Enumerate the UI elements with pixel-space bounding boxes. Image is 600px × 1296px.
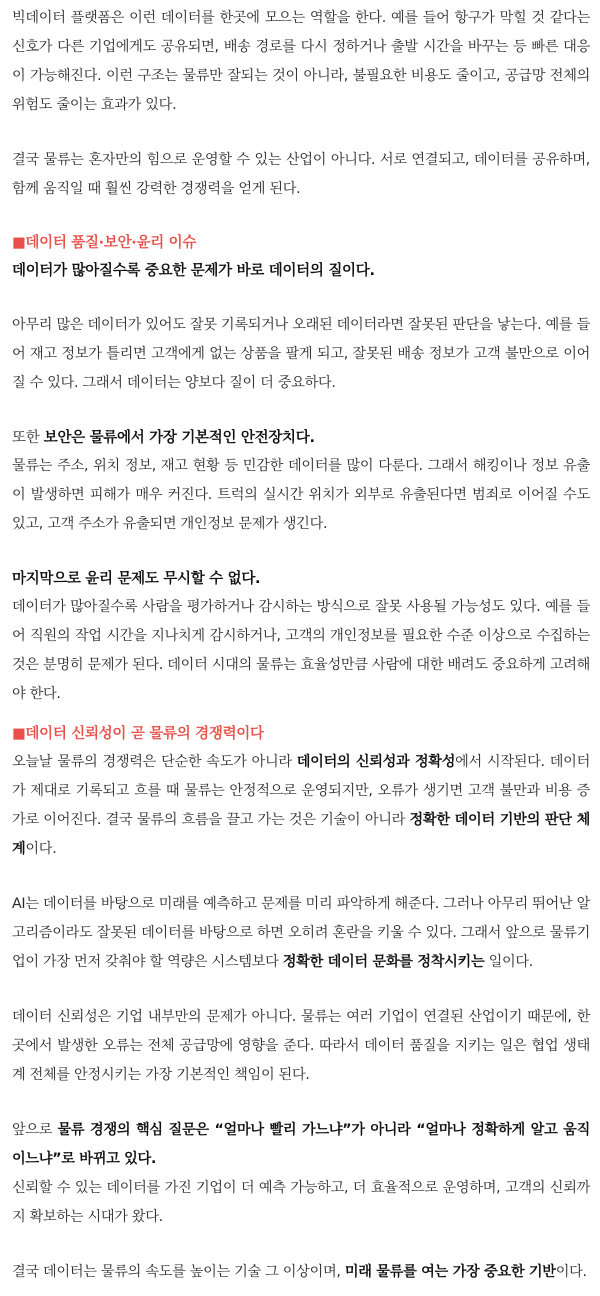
intro-paragraph-1: 빅데이터 플랫폼은 이런 데이터를 한곳에 모으는 역할을 한다. 예를 들어 항구가 막힐 것 같다는 신호가 다른 기업에게도 공유되면, 배송 경로를 다시 정하거나 출발 시간을 바꾸는 등 빠른 대응이 가능해진다. 이런 구조는 물류만 잘되는 것이 아니라, 불필요한 비용도 줄이고, 공급망 전체의 위험도 줄이는 효과가 있다.: [12, 10, 590, 113]
text-span: 이다.: [555, 1264, 587, 1280]
bold-span: 데이터의 신뢰성과 정확성: [296, 754, 456, 770]
bold-span: 물류 경쟁의 핵심 질문은 “얼마나 빨리 가느냐”가 아니라 “얼마나 정확하게 알고 움직이느냐”로 바뀌고 있다.: [12, 1122, 590, 1167]
paragraph-trust-era: 신뢰할 수 있는 데이터를 가진 기업이 더 예측 가능하고, 더 효율적으로 운영하며, 고객의 신뢰까지 확보하는 시대가 왔다.: [12, 1180, 590, 1225]
text-span: 오늘날 물류의 경쟁력은 단순한 속도가 아니라: [12, 754, 297, 770]
subheading-data-quality: 데이터가 많아질수록 중요한 문제가 바로 데이터의 질이다.: [12, 263, 375, 279]
subheading-security: [12, 424, 590, 452]
subheading-security-prefix: 또한: [12, 430, 44, 446]
text-span: 에서 시작된다. 데이터가 제대로 기록되고 흐를 때 물류는 안정적으로 운영되지만, 오류가 생기면 고객 불만과 비용 증가로 이어진다. 결국 물류의 흐름을 끌고 가는 것은 기술이 아니라: [12, 754, 590, 828]
text-span: 결국 데이터는 물류의 속도를 높이는 기술 그 이상이며,: [12, 1264, 345, 1280]
text-span: 일이다.: [484, 954, 533, 970]
subheading-security-bold: 보안은 물류에서 가장 기본적인 안전장치다.: [43, 430, 315, 446]
paragraph-reliability-ecosystem: 데이터 신뢰성은 기업 내부만의 문제가 아니다. 물류는 여러 기업이 연결된 산업이기 때문에, 한 곳에서 발생한 오류는 전체 공급망에 영향을 준다. 따라서 데이터 품질을 지키는 일은 협업 생태계 전체를 안정시키는 가장 기본적인 책임이 된다.: [12, 1009, 590, 1083]
intro-paragraph-2: 결국 물류는 혼자만의 힘으로 운영할 수 있는 산업이 아니다. 서로 연결되고, 데이터를 공유하며, 함께 움직일 때 훨씬 강력한 경쟁력을 얻게 된다.: [12, 152, 590, 197]
section-heading-reliability: ■데이터 신뢰성이 곧 물류의 경쟁력이다: [12, 726, 264, 742]
paragraph-data-quality: 아무리 많은 데이터가 있어도 잘못 기록되거나 오래된 데이터라면 잘못된 판단을 낳는다. 예를 들어 재고 정보가 틀리면 고객에게 없는 상품을 팔게 되고, 잘못된 배송 정보가 고객 불만으로 이어질 수 있다. 그래서 데이터는 양보다 질이 더 중요하다.: [12, 317, 590, 391]
paragraph-reliability-1: [12, 748, 590, 864]
text-span: AI는 데이터를 바탕으로 미래를 예측하고 문제를 미리 파악하게 해준다. 그러나 아무리 뛰어난 알고리즘이라도 잘못된 데이터를 바탕으로 하면 오히려 혼란을 키울 수 있다. 그래서 앞으로 물류기업이 가장 먼저 갖춰야 할 역량은 시스템보다: [12, 896, 590, 970]
text-span: 앞으로: [12, 1122, 58, 1138]
paragraph-conclusion: [12, 1258, 590, 1287]
bold-span: 미래 물류를 여는 가장 중요한 기반: [344, 1264, 556, 1280]
paragraph-ethics: 데이터가 많아질수록 사람을 평가하거나 감시하는 방식으로 잘못 사용될 가능성도 있다. 예를 들어 직원의 작업 시간을 지나치게 감시하거나, 고객의 개인정보를 필요한 수준 이상으로 수집하는 것은 분명히 문제가 된다. 데이터 시대의 물류는 효율성만큼 사람에 대한 배려도 중요하게 고려해야 한다.: [12, 599, 590, 702]
paragraph-reliability-ai: [12, 890, 590, 977]
subheading-ethics: 마지막으로 윤리 문제도 무시할 수 없다.: [12, 571, 261, 587]
bold-span: 정확한 데이터 문화를 정착시키는: [282, 954, 485, 970]
bold-span: 정확한 데이터 기반의 판단 체계: [12, 812, 591, 857]
section-heading-data-quality: ■데이터 품질·보안·윤리 이슈: [12, 235, 197, 251]
text-span: 이다.: [25, 841, 57, 857]
paragraph-core-question: [12, 1116, 590, 1174]
paragraph-security: 물류는 주소, 위치 정보, 재고 현황 등 민감한 데이터를 많이 다룬다. 그래서 해킹이나 정보 유출이 발생하면 피해가 매우 커진다. 트럭의 실시간 위치가 외부로 유출된다면 범죄로 이어질 수도 있고, 고객 주소가 유출되면 개인정보 문제가 생긴다.: [12, 458, 590, 532]
